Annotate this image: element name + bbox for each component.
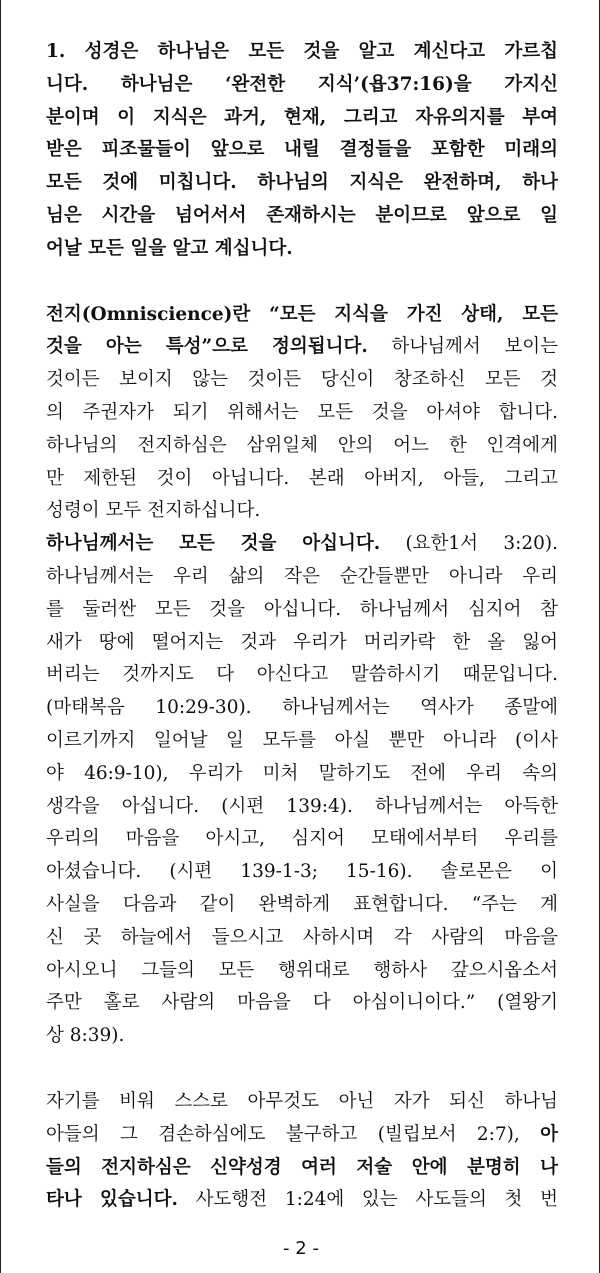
text-line — [46, 102, 558, 135]
text-line — [46, 463, 558, 496]
body-text: 만 제한된 것이 아닙니다. 본래 아버지, 아들, 그리고 — [46, 467, 558, 489]
bold-text: 타나 있습니다. — [46, 1189, 178, 1211]
body-text: 버리는 것까지도 다 아신다고 말씀하시기 때문입니다. — [46, 664, 558, 686]
bold-text: 1. 성경은 하나님은 모든 것을 알고 계신다고 가르칩 — [46, 41, 558, 62]
text-line — [46, 692, 558, 725]
paragraph-omniscience-definition — [46, 299, 558, 1053]
body-text: 새가 땅에 떨어지는 것과 우리가 머리카락 한 올 잃어 — [46, 631, 558, 653]
body-text: 사도행전 1:24에 있는 사도들의 첫 번 — [177, 1189, 558, 1211]
body-text: 하나님께서는 우리 삶의 작은 순간들뿐만 아니라 우리 — [46, 565, 558, 587]
document-body — [46, 36, 558, 1217]
body-text: 것이든 보이지 않는 것이든 당신이 창조하신 모든 것 — [46, 369, 558, 391]
text-line — [46, 495, 558, 528]
body-text: 신 곳 하늘에서 들으시고 사하시며 각 사람의 마음을 — [46, 926, 558, 948]
text-line — [46, 955, 558, 988]
body-text: 생각을 아십니다. (시편 139:4). 하나님께서는 아득한 — [46, 795, 558, 817]
bold-text: 님은 시간을 넘어서서 존재하시는 분이므로 앞으로 일 — [46, 204, 558, 226]
text-line — [46, 987, 558, 1020]
paragraph-son-omniscience — [46, 1086, 558, 1217]
bold-text: 아 — [540, 1123, 558, 1145]
body-text: 야 46:9-10), 우리가 미처 말하기도 전에 우리 속의 — [46, 762, 558, 784]
text-line — [46, 889, 558, 922]
text-line — [46, 922, 558, 955]
bold-text: 것을 아는 특성”으로 정의됩니다. — [46, 336, 368, 358]
text-line — [46, 561, 558, 594]
text-line — [46, 856, 558, 889]
text-line — [46, 1152, 558, 1185]
text-line — [46, 167, 558, 200]
text-line — [46, 364, 558, 397]
text-line — [46, 397, 558, 430]
text-line — [46, 528, 558, 561]
bold-text: 모든 것에 미칩니다. 하나님의 지식은 완전하며, 하나 — [46, 172, 558, 194]
bold-text: 분이며 이 지식은 과거, 현재, 그리고 자유의지를 부여 — [46, 106, 558, 128]
body-text: 상 8:39). — [46, 1025, 125, 1047]
text-line — [46, 823, 558, 856]
bold-text: 전지(Omniscience)란 “모든 지식을 가진 상태, 모든 — [46, 303, 558, 325]
body-text: 하나님의 전지하심은 삼위일체 안의 어느 한 인격에게 — [46, 434, 558, 456]
text-line — [46, 1119, 558, 1152]
text-line — [46, 331, 558, 364]
text-line — [46, 758, 558, 791]
page-number: - 2 - — [283, 1238, 319, 1259]
body-text: 를 둘러싼 모든 것을 아십니다. 하나님께서 심지어 참 — [46, 598, 558, 620]
text-line — [46, 233, 558, 266]
text-line — [46, 200, 558, 233]
body-text: 아시오니 그들의 모든 행위대로 행하사 갚으시옵소서 — [46, 959, 558, 981]
bold-text: 어날 모든 일을 알고 계십니다. — [46, 237, 293, 259]
text-line — [46, 299, 558, 332]
bold-text: 들의 전지하심은 신약성경 여러 저술 안에 분명히 나 — [46, 1156, 558, 1178]
body-text: (요한1서 3:20). — [380, 533, 558, 555]
text-line — [46, 1184, 558, 1217]
text-line — [46, 134, 558, 167]
bold-text: 하나님께서는 모든 것을 아십니다. — [46, 533, 381, 555]
body-text: 우리의 마음을 아시고, 심지어 모태에서부터 우리를 — [46, 828, 558, 850]
text-line — [46, 791, 558, 824]
body-text: 의 주권자가 되기 위해서는 모든 것을 아셔야 합니다. — [46, 401, 558, 423]
bold-text: 받은 피조물들이 앞으로 내릴 결정들을 포함한 미래의 — [46, 139, 558, 161]
text-line — [46, 594, 558, 627]
body-text: 하나님께서 보이는 — [367, 336, 558, 358]
body-text: 이르기까지 일어날 일 모두를 아실 뿐만 아니라 (이사 — [46, 729, 558, 751]
text-line — [46, 430, 558, 463]
text-line — [46, 36, 558, 69]
body-text: (마태복음 10:29-30). 하나님께서는 역사가 종말에 — [46, 697, 558, 719]
text-line — [46, 659, 558, 692]
text-line — [46, 627, 558, 660]
paragraph-gap — [46, 266, 558, 299]
text-line — [46, 725, 558, 758]
text-line — [46, 69, 558, 102]
paragraph-omniscience-intro — [46, 36, 558, 266]
text-line — [46, 1020, 558, 1053]
paragraph-gap — [46, 1053, 558, 1086]
text-line — [46, 1086, 558, 1119]
body-text: 자기를 비워 스스로 아무것도 아닌 자가 되신 하나님 — [46, 1090, 558, 1112]
body-text: 아들의 그 겸손하심에도 불구하고 (빌립보서 2:7), — [46, 1123, 541, 1145]
body-text: 아셨습니다. (시편 139-1-3; 15-16). 솔로몬은 이 — [46, 861, 558, 883]
body-text: 성령이 모두 전지하십니다. — [46, 500, 261, 522]
body-text: 사실을 다음과 같이 완벽하게 표현합니다. “주는 계 — [46, 893, 558, 915]
bold-text: 니다. 하나님은 ‘완전한 지식’(욥37:16)을 가지신 — [46, 73, 558, 95]
body-text: 주만 홀로 사람의 마음을 다 아심이니이다.” (열왕기 — [46, 992, 558, 1014]
